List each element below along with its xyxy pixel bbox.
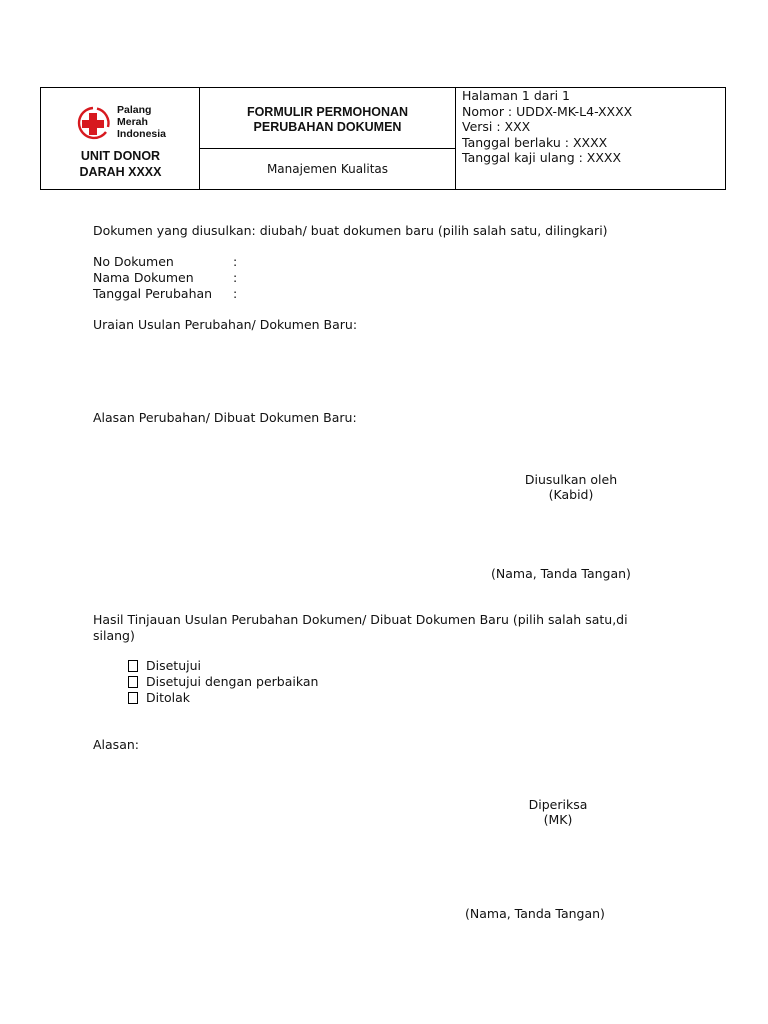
alasan-perubahan-heading: Alasan Perubahan/ Dibuat Dokumen Baru: xyxy=(93,410,357,425)
header-divider xyxy=(199,148,455,149)
department-label: Manajemen Kualitas xyxy=(266,162,389,176)
checked-by: Diperiksa (MK) xyxy=(528,797,588,827)
form-title: FORMULIR PERMOHONAN PERUBAHAN DOKUMEN xyxy=(246,105,409,134)
uraian-heading: Uraian Usulan Perubahan/ Dokumen Baru: xyxy=(93,317,358,332)
red-cross-logo xyxy=(73,105,113,141)
checkbox[interactable] xyxy=(128,692,138,704)
document-header xyxy=(40,87,726,190)
checkbox[interactable] xyxy=(128,676,138,688)
meta-review-date: Tanggal kaji ulang : XXXX xyxy=(462,150,622,165)
logo-text: Palang Merah Indonesia xyxy=(117,104,167,140)
intro-text: Dokumen yang diusulkan: diubah/ buat dokumen baru (pilih salah satu, dilingkari) xyxy=(93,223,608,238)
alasan-heading: Alasan: xyxy=(93,737,139,752)
option-approved-with-revision[interactable]: Disetujui dengan perbaikan xyxy=(128,674,318,689)
meta-number: Nomor : UDDX-MK-L4-XXXX xyxy=(462,103,633,119)
field-no-dokumen: No Dokumen : xyxy=(93,254,238,269)
option-rejected[interactable]: Ditolak xyxy=(128,690,190,705)
header-divider xyxy=(455,88,456,189)
proposed-by: Diusulkan oleh (Kabid) xyxy=(524,472,618,502)
checkbox[interactable] xyxy=(128,660,138,672)
option-approved[interactable]: Disetujui xyxy=(128,658,201,673)
field-tanggal-perubahan: Tanggal Perubahan : xyxy=(93,286,238,301)
meta-version: Versi : XXX xyxy=(462,119,531,134)
signature-line-2: (Nama, Tanda Tangan) xyxy=(465,906,605,921)
review-heading: Hasil Tinjauan Usulan Perubahan Dokumen/ Dibuat Dokumen Baru (pilih salah satu,di silang) xyxy=(93,612,628,643)
meta-page: Halaman 1 dari 1 xyxy=(462,88,570,103)
unit-name: UNIT DONOR DARAH XXXX xyxy=(79,149,162,179)
signature-line-1: (Nama, Tanda Tangan) xyxy=(491,566,631,581)
field-nama-dokumen: Nama Dokumen : xyxy=(93,270,238,285)
meta-effective-date: Tanggal berlaku : XXXX xyxy=(462,134,608,150)
document-meta xyxy=(462,88,632,166)
